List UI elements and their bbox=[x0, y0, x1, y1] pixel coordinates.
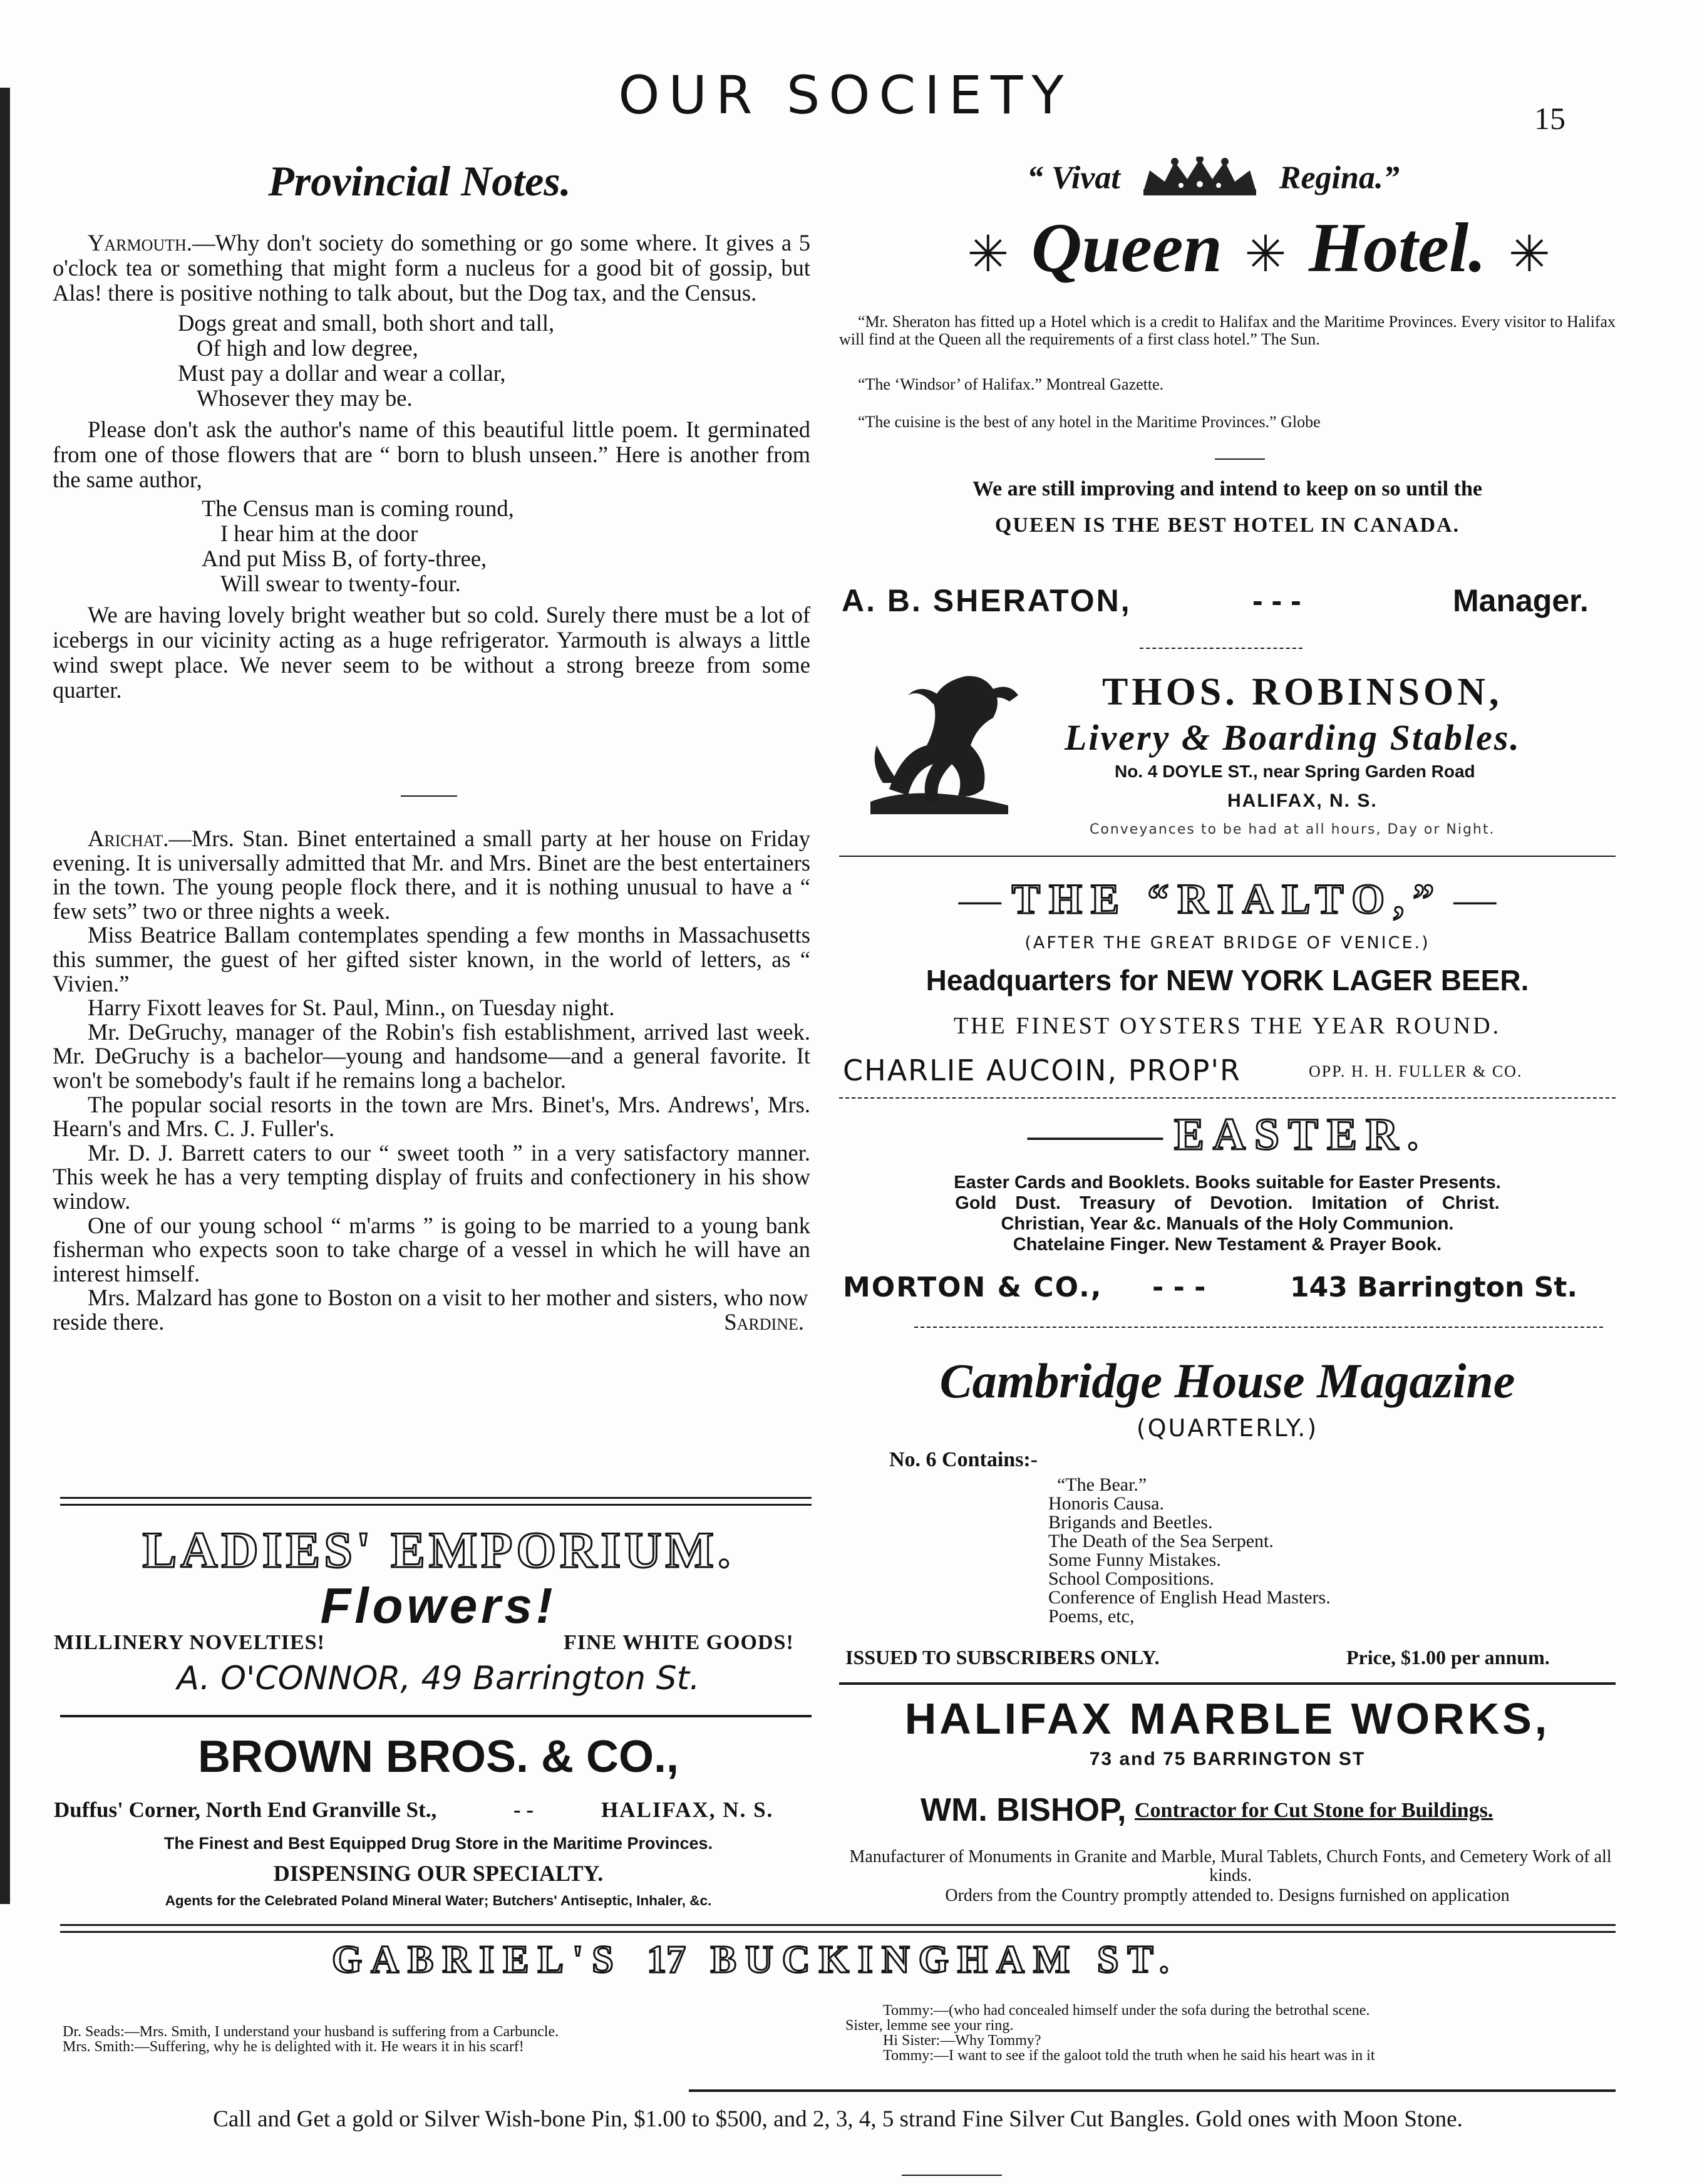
arichat-place: Arichat. bbox=[88, 825, 169, 851]
brown-city: HALIFAX, N. S. bbox=[601, 1798, 774, 1822]
dash-ornament: — bbox=[1453, 875, 1497, 923]
poem-census bbox=[202, 496, 810, 596]
contents-item: Brigands and Beetles. bbox=[1048, 1512, 1213, 1533]
contents-item: Conference of English Head Masters. bbox=[1048, 1587, 1331, 1608]
dashed-divider bbox=[839, 1097, 1616, 1099]
morton-firm: MORTON & CO., bbox=[843, 1271, 1103, 1303]
column-divider-double bbox=[60, 1497, 812, 1506]
robinson-address: No. 4 DOYLE ST., near Spring Garden Road bbox=[1115, 762, 1475, 781]
queen-word: Queen bbox=[1031, 209, 1222, 287]
contains-line: No. 6 Contains:- bbox=[889, 1448, 1038, 1471]
ladies-emporium-title: LADIES' EMPORIUM. bbox=[142, 1521, 735, 1578]
joke-line: Dr. Seads:—Mrs. Smith, I understand your husband is suffering from a Carbuncle. bbox=[63, 2024, 559, 2040]
full-width-divider bbox=[60, 1924, 1616, 1933]
rialto-title bbox=[839, 874, 1616, 924]
manager-name: A. B. SHERATON, bbox=[842, 583, 1132, 618]
poem-line: Dogs great and small, both short and tall, bbox=[178, 310, 555, 336]
oysters-line: THE FINEST OYSTERS THE YEAR ROUND. bbox=[953, 1013, 1502, 1039]
dash-ornament: ——— bbox=[1027, 1109, 1163, 1159]
poem-line: Of high and low degree, bbox=[197, 335, 418, 361]
rialto-name: THE “RIALTO,” bbox=[1011, 875, 1443, 923]
agents-line: Agents for the Celebrated Poland Mineral Water; Butchers' Antiseptic, Inhaler, &c. bbox=[165, 1893, 712, 1908]
ad-divider bbox=[839, 856, 1616, 857]
gabriel-street: BUCKINGHAM ST. bbox=[710, 1938, 1178, 1981]
poem-line: Whosever they may be. bbox=[197, 385, 413, 411]
magazine-contents bbox=[1048, 1476, 1331, 1626]
easter-line: Easter Cards and Booklets. Books suitable for Easter Presents. bbox=[954, 1172, 1501, 1193]
easter-line: Christian, Year &c. Manuals of the Holy Communion. bbox=[1001, 1214, 1454, 1234]
arichat-para: —Mrs. Stan. Binet entertained a small party at her house on Friday evening. It is universally admitted that Mr. and Mrs. Binet are the best entertainers in the town. The young people flock there, and it is nothing unusual to have a “ few sets” two or three nights a week. bbox=[53, 825, 810, 924]
contractor-line: Contractor for Cut Stone for Buildings. bbox=[1135, 1799, 1493, 1822]
gabriel-number: 17 bbox=[647, 1938, 686, 1981]
motto-left: “ Vivat bbox=[1027, 160, 1120, 196]
poem-line: I hear him at the door bbox=[220, 520, 418, 546]
easter-line: Chatelaine Finger. New Testament & Prayer Book. bbox=[1013, 1234, 1442, 1255]
poem-line: Will swear to twenty-four. bbox=[220, 571, 461, 596]
dashed-divider bbox=[1140, 648, 1302, 649]
contents-item: Poems, etc, bbox=[1048, 1606, 1135, 1627]
ad-divider bbox=[60, 1715, 812, 1717]
flowers-title: Flowers! bbox=[320, 1578, 557, 1633]
bangles-footer: Call and Get a gold or Silver Wish-bone Pin, $1.00 to $500, and 2, 3, 4, 5 strand Fine Silver Cut Bangles. Gold ones with Moon Stone. bbox=[213, 2106, 1463, 2132]
improving-line: We are still improving and intend to keep on so until the bbox=[972, 477, 1482, 500]
arichat-para: Mr. DeGruchy, manager of the Robin's fish establishment, arrived last week. Mr. DeGruchy is a bachelor—young and handsome—and a general favorite. It won't be somebody's fault if he remains long a bachelor. bbox=[53, 1018, 810, 1093]
arichat-para: Mr. D. J. Barrett caters to our “ sweet tooth ” in a very satisfactory manner. This week he has a very tempting display of fruits and confectionery in his show window. bbox=[53, 1139, 810, 1214]
poem-line: Must pay a dollar and wear a collar, bbox=[178, 360, 506, 386]
joke-left bbox=[63, 2024, 814, 2054]
easter-line: Gold Dust. Treasury of Devotion. Imitation of Christ. bbox=[955, 1193, 1500, 1213]
yarmouth-intro: —Why don't society do something or go some where. It gives a 5 o'clock tea or something that might form a nucleus for a good bit of gossip, but Alas! there is positive nothing to talk about, but the Dog tax, and the Census. bbox=[53, 230, 810, 306]
marble-orders: Orders from the Country promptly attended to. Designs furnished on application bbox=[945, 1886, 1510, 1905]
asterisk-ornament: ✳ bbox=[1508, 225, 1550, 283]
manager-title: Manager. bbox=[1453, 583, 1589, 618]
drug-store-line: The Finest and Best Equipped Drug Store in the Maritime Provinces. bbox=[163, 1834, 713, 1853]
marble-works-title: HALIFAX MARBLE WORKS, bbox=[904, 1694, 1550, 1743]
lager-headline: Headquarters for NEW YORK LAGER BEER. bbox=[926, 964, 1529, 996]
manager-dashes: - - - bbox=[1252, 583, 1301, 618]
livery-line: Livery & Boarding Stables. bbox=[1065, 717, 1521, 758]
white-goods-text: FINE WHITE GOODS! bbox=[564, 1631, 794, 1654]
oconnor-line: A. O'CONNOR, 49 Barrington St. bbox=[177, 1660, 700, 1697]
marble-address: 73 and 75 BARRINGTON ST bbox=[1089, 1749, 1366, 1769]
asterisk-ornament: ✳ bbox=[967, 225, 1009, 283]
conveyance-note: Conveyances to be had at all hours, Day or Night. bbox=[1090, 822, 1495, 837]
poem-line: The Census man is coming round, bbox=[202, 495, 514, 521]
joke-line: Sister, lemme see your ring. bbox=[845, 2017, 1014, 2034]
poem-dog-tax bbox=[178, 311, 810, 411]
masthead-title: OUR SOCIETY bbox=[618, 65, 1073, 126]
contents-item: Honoris Causa. bbox=[1048, 1493, 1164, 1514]
hotel-quote: “The cuisine is the best of any hotel in the Maritime Provinces.” Globe bbox=[858, 413, 1321, 431]
brown-bros-title: BROWN BROS. & CO., bbox=[198, 1732, 679, 1782]
joke-line: Hi Sister:—Why Tommy? bbox=[883, 2032, 1041, 2049]
dispensing-line: DISPENSING OUR SPECIALTY. bbox=[273, 1861, 604, 1886]
contents-item: “The Bear.” bbox=[1057, 1474, 1147, 1495]
easter-word: EASTER. bbox=[1173, 1109, 1428, 1159]
proprietor-line: CHARLIE AUCOIN, PROP'R bbox=[843, 1053, 1241, 1087]
robinson-name: THOS. ROBINSON, bbox=[1102, 671, 1503, 713]
joke-line: Tommy:—(who had concealed himself under the sofa during the betrothal scene. bbox=[883, 2002, 1370, 2019]
yarmouth-para2: Please don't ask the author's name of this beautiful little poem. It germinated from one of those flowers that are “ born to blush unseen.” Here is another from the same author, bbox=[53, 417, 810, 492]
queen-hotel-title bbox=[839, 207, 1678, 295]
morton-dashes: - - - bbox=[1152, 1271, 1206, 1303]
crown-icon bbox=[1137, 157, 1262, 205]
contents-item: Some Funny Mistakes. bbox=[1048, 1550, 1221, 1570]
arichat-para: Harry Fixott leaves for St. Paul, Minn., on Tuesday night. bbox=[88, 995, 615, 1021]
joke-line: Tommy:—I want to see if the galoot told the truth when he said his heart was in it bbox=[883, 2047, 1375, 2064]
price-line: Price, $1.00 per annum. bbox=[1346, 1646, 1550, 1669]
footer-divider bbox=[689, 2089, 1616, 2092]
contents-item: School Compositions. bbox=[1048, 1568, 1215, 1589]
short-divider bbox=[1215, 458, 1265, 460]
hotel-quote: “Mr. Sheraton has fitted up a Hotel which is a credit to Halifax and the Maritime Provinces. Every visitor to Halifax will find at the Queen all the requirements of a first class hotel.” The Sun. bbox=[839, 313, 1616, 348]
arichat-para: One of our young school “ m'arms ” is going to be married to a young bank fisherman who expects soon to take charge of a vessel in which he will have an interest himself. bbox=[53, 1212, 810, 1286]
robinson-city: HALIFAX, N. S. bbox=[1227, 790, 1378, 811]
arichat-section bbox=[53, 827, 810, 1334]
motto-right: Regina.” bbox=[1279, 160, 1400, 196]
marble-desc: Manufacturer of Monuments in Granite and Marble, Mural Tablets, Church Fonts, and Cemetery Work of all kinds. bbox=[849, 1847, 1612, 1885]
arichat-para: Mrs. Malzard has gone to Boston on a visit to her mother and sisters, who now reside there. bbox=[53, 1285, 808, 1335]
rialto-sub: (AFTER THE GREAT BRIDGE OF VENICE.) bbox=[1024, 933, 1430, 953]
yarmouth-section bbox=[53, 230, 810, 703]
bottom-mark bbox=[902, 2175, 1002, 2176]
dashed-divider bbox=[914, 1327, 1603, 1328]
easter-title bbox=[839, 1109, 1616, 1161]
gabriel-name: GABRIEL'S bbox=[332, 1938, 622, 1981]
hotel-quote: “The ‘Windsor’ of Halifax.” Montreal Gazette. bbox=[858, 375, 1164, 393]
page-number: 15 bbox=[1534, 101, 1565, 136]
easter-list bbox=[839, 1172, 1616, 1255]
yarmouth-place: Yarmouth. bbox=[88, 230, 192, 256]
brown-dashes: - - bbox=[513, 1798, 534, 1822]
signature: Sardine. bbox=[724, 1308, 804, 1335]
arichat-para: Miss Beatrice Ballam contemplates spending a few months in Massachusetts this summer, the guest of her gifted sister known, in the world of letters, as “ Vivien.” bbox=[53, 922, 810, 996]
page-binding-edge bbox=[0, 88, 10, 1904]
brown-address: Duffus' Corner, North End Granville St., bbox=[54, 1798, 437, 1822]
arichat-para: The popular social resorts in the town are Mrs. Binet's, Mrs. Andrews', Mrs. Hearn's and Mrs. C. J. Fuller's. bbox=[53, 1091, 810, 1142]
issued-line: ISSUED TO SUBSCRIBERS ONLY. bbox=[845, 1646, 1160, 1669]
millinery-text: MILLINERY NOVELTIES! bbox=[54, 1631, 325, 1654]
hotel-word: Hotel. bbox=[1309, 209, 1487, 287]
contents-item: The Death of the Sea Serpent. bbox=[1048, 1531, 1274, 1551]
joke-line: Mrs. Smith:—Suffering, why he is delighted with it. He wears it in his scarf! bbox=[63, 2039, 524, 2055]
asterisk-ornament: ✳ bbox=[1244, 225, 1287, 283]
gabriel-title bbox=[332, 1938, 1178, 1982]
ad-divider bbox=[839, 1682, 1616, 1685]
horse-illustration bbox=[845, 658, 1033, 820]
cambridge-sub: (QUARTERLY.) bbox=[1136, 1414, 1319, 1442]
section-divider bbox=[401, 795, 457, 797]
provincial-notes-heading: Provincial Notes. bbox=[268, 157, 571, 205]
vivat-motto bbox=[1027, 157, 1591, 205]
joke-right bbox=[845, 2003, 1622, 2063]
best-hotel-line: QUEEN IS THE BEST HOTEL IN CANADA. bbox=[994, 514, 1460, 537]
cambridge-title: Cambridge House Magazine bbox=[939, 1353, 1515, 1408]
morton-address: 143 Barrington St. bbox=[1290, 1271, 1578, 1303]
dash-ornament: — bbox=[958, 875, 1001, 923]
opposite-line: OPP. H. H. FULLER & CO. bbox=[1309, 1062, 1523, 1080]
yarmouth-para3: We are having lovely bright weather but so cold. Surely there must be a lot of icebergs in our vicinity acting as a huge refrigerator. Yarmouth is always a little wind swept place. We never seem to be without a strong breeze from some quarter. bbox=[53, 602, 810, 703]
bishop-name: WM. BISHOP, bbox=[921, 1792, 1127, 1828]
poem-line: And put Miss B, of forty-three, bbox=[202, 546, 487, 571]
